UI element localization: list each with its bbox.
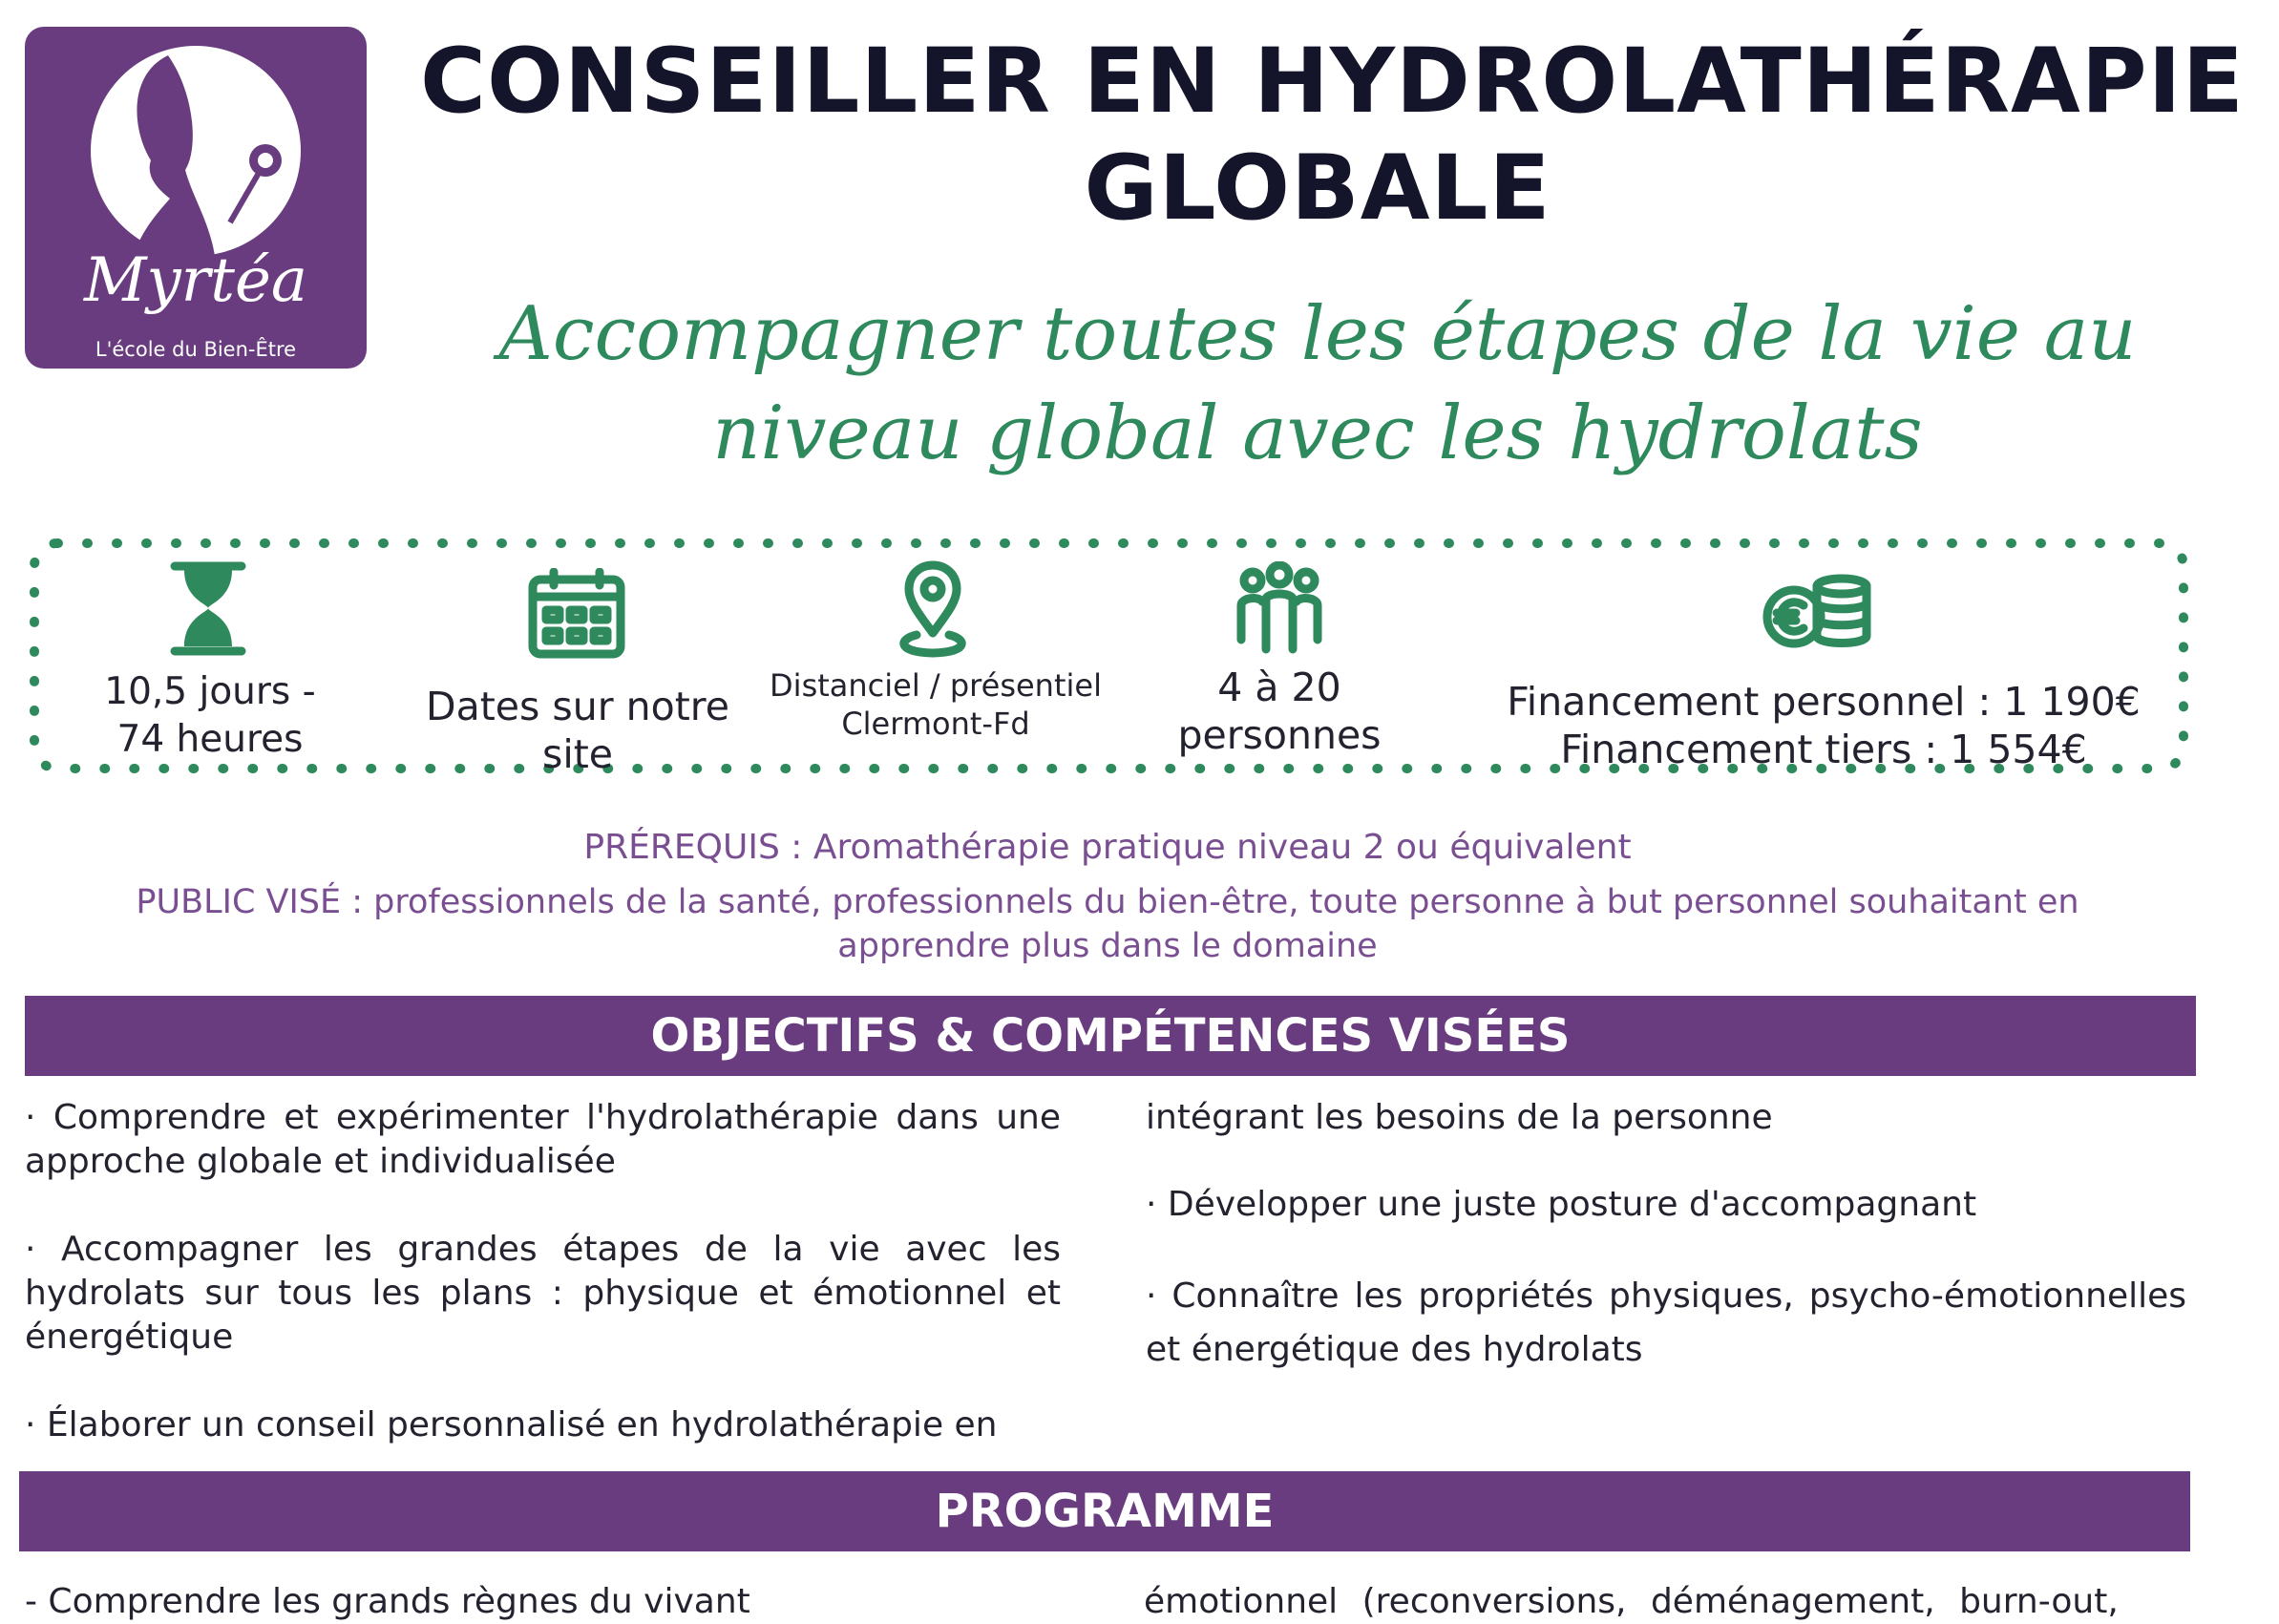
tagline-line-2: niveau global avec les hydrolats [712,390,1923,476]
prerequisites: PRÉREQUIS : Aromathérapie pratique niveau 2 ou équivalent [583,828,1632,867]
people-icon [1230,561,1329,655]
objective-item: · Connaître les propriétés physiques, psycho-émotionnelles et énergétique des hydrolats [1146,1276,2186,1369]
duration-line-1: 10,5 jours - [104,670,316,713]
hourglass-icon [165,559,251,659]
target-audience [38,880,2177,968]
objectives-right-column [1146,1096,2186,1377]
funding-third-party: Financement tiers : 1 554€ [1560,727,2087,772]
dates-line-2: site [541,731,614,777]
coins-euro-icon [1762,573,1874,653]
calendar-icon [527,568,626,660]
group-line-1: 4 à 20 [1217,664,1341,710]
objectives-left-column [25,1096,1061,1447]
dates-info [411,683,745,778]
title-line-2: GLOBALE [1084,137,1551,241]
logo-subtitle: L'école du Bien-Être [95,338,297,361]
title-line-1: CONSEILLER EN HYDROLATHÉRAPIE [420,30,2245,134]
woman-rose-silhouette-icon [25,27,367,369]
programme-right-item: émotionnel (reconversions, déménagement, burn-out, [1144,1582,2119,1621]
funding-personal: Financement personnel : 1 190€ [1507,679,2141,725]
audience-line-2: apprendre plus dans le domaine [837,927,1378,965]
location-line-1: Distanciel / présentiel [770,667,1102,704]
tagline-line-1: Accompagner toutes les étapes de la vie au [498,291,2137,377]
location-line-2: Clermont-Fd [841,706,1030,742]
objective-item: · Développer une juste posture d'accompagnant [1146,1185,1977,1224]
duration-line-2: 74 heures [116,718,304,761]
programme-heading: PROGRAMME [19,1471,2190,1551]
objectives-heading: OBJECTIFS & COMPÉTENCES VISÉES [25,996,2196,1076]
school-logo [25,27,367,369]
location-pin-icon [888,559,978,660]
tagline [420,285,2215,483]
objective-item: · Comprendre et expérimenter l'hydrolathérapie dans une approche globale et individualisée [25,1098,1061,1181]
page-title [420,29,2245,243]
objective-item: · Accompagner les grandes étapes de la vie avec les hydrolats sur tous les plans : physique et émotionnel et énergétique [25,1230,1061,1357]
logo-name: Myrtéa [83,245,308,316]
programme-left-item: - Comprendre les grands règnes du vivant [25,1582,750,1621]
objective-item: intégrant les besoins de la personne [1146,1098,1773,1137]
group-line-2: personnes [1177,712,1382,758]
funding-info [1451,678,2196,773]
duration-info [67,668,353,764]
audience-line-1: PUBLIC VISÉ : professionnels de la santé, professionnels du bien-être, toute personne à but personnel souhaitant en [136,883,2079,921]
location-info [735,666,1136,743]
dates-line-1: Dates sur notre [426,684,729,729]
group-info [1127,664,1432,759]
objective-item: · Élaborer un conseil personnalisé en hydrolathérapie en [25,1405,998,1445]
